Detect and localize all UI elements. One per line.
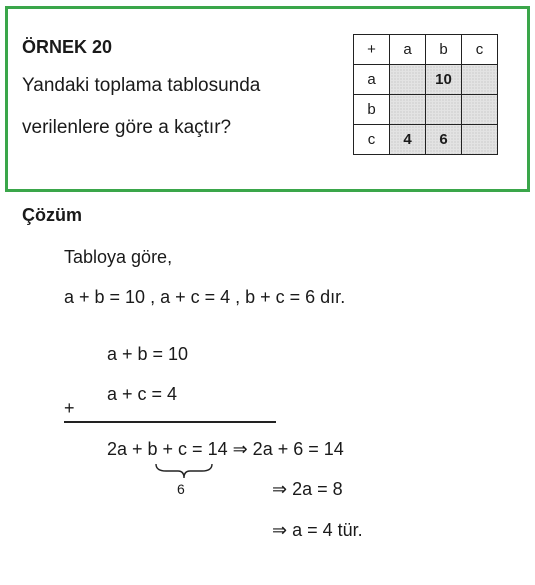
sum-line-2: a + c = 4 (107, 384, 178, 404)
table-row (354, 95, 498, 125)
table-cell (462, 125, 498, 155)
question-line-1: Yandaki toplama tablosunda (22, 75, 261, 96)
table-cell (426, 95, 462, 125)
table-cell (462, 95, 498, 125)
step-3: ⇒ a = 4 tür. (272, 520, 363, 540)
table-cell: b (426, 35, 462, 65)
table-cell: + (354, 35, 390, 65)
brace-value: 6 (177, 481, 185, 497)
table-cell: c (354, 125, 390, 155)
table-cell: a (354, 65, 390, 95)
table-cell: 6 (426, 125, 462, 155)
underbrace-icon (154, 462, 214, 480)
table-header-row (354, 35, 498, 65)
table-cell: 4 (390, 125, 426, 155)
result-line: 2a + b + c = 14 ⇒ 2a + 6 = 14 (107, 439, 344, 459)
table-cell: a (390, 35, 426, 65)
table-cell (390, 65, 426, 95)
question-line-2: verilenlere göre a kaçtır? (22, 117, 232, 138)
table-cell (462, 65, 498, 95)
plus-sign: + (64, 398, 75, 418)
solution-intro: Tabloya göre, (64, 247, 173, 267)
table-row (354, 65, 498, 95)
table-row (354, 125, 498, 155)
sum-divider-line (64, 421, 276, 423)
equations-line: a + b = 10 , a + c = 4 , b + c = 6 dır. (64, 287, 346, 307)
example-title: ÖRNEK 20 (22, 37, 113, 57)
sum-line-1: a + b = 10 (107, 344, 189, 364)
table-cell: 10 (426, 65, 462, 95)
step-2: ⇒ 2a = 8 (272, 479, 343, 499)
table-cell: b (354, 95, 390, 125)
table-cell: c (462, 35, 498, 65)
solution-heading: Çözüm (22, 205, 82, 225)
table-cell (390, 95, 426, 125)
addition-table (353, 34, 498, 155)
